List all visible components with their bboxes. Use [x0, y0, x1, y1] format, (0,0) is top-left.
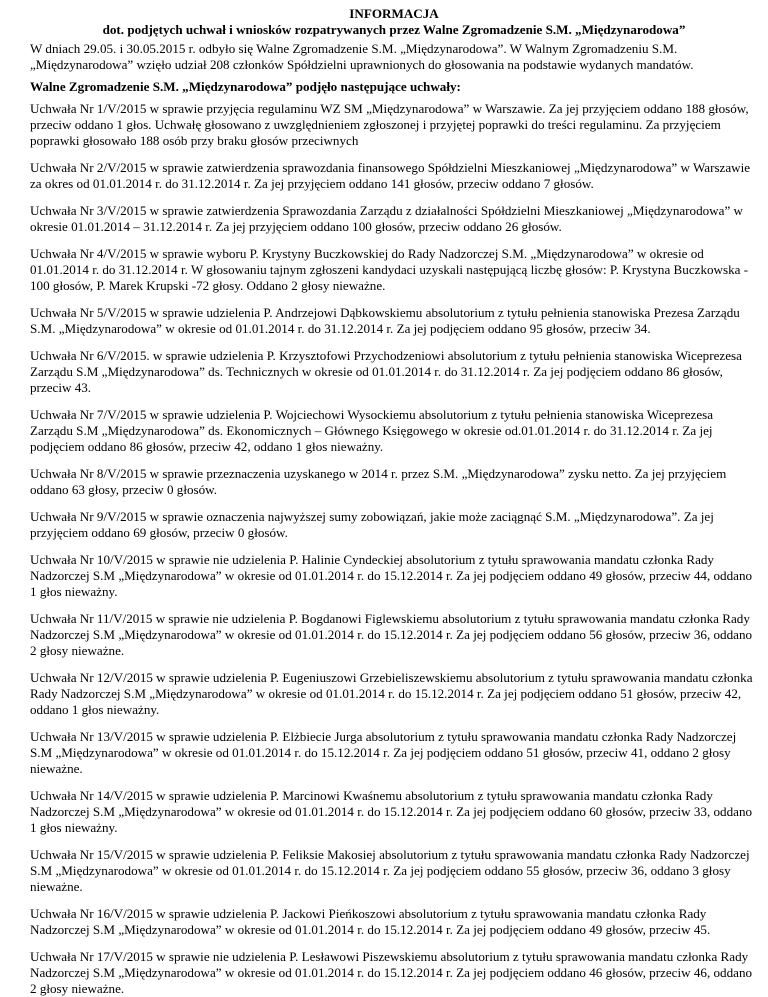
section-heading: Walne Zgromadzenie S.M. „Międzynarodowa” podjęło następujące uchwały:	[30, 79, 461, 94]
resolution-10: Uchwała Nr 10/V/2015 w sprawie nie udzielenia P. Halinie Cyndeckiej absolutorium z tytułu sprawowania mandatu członka Rady Nadzorczej S.M „Międzynarodowa” w okresie od 01.01.2014 r. do 15.12.2014 r. Za jej podjęciem oddano 49 głosów, przeciw 44, oddano 1 głos nieważny.	[30, 552, 753, 599]
resolution-3: Uchwała Nr 3/V/2015 w sprawie zatwierdzenia Sprawozdania Zarządu z działalności Spółdzielni Mieszkaniowej „Międzynarodowa” w okresie 01.01.2014 – 31.12.2014 r. Za jej przyjęciem oddano 100 głosów, przeciw oddano 26 głosów.	[30, 203, 743, 234]
resolution-9: Uchwała Nr 9/V/2015 w sprawie oznaczenia najwyższej sumy zobowiązań, jakie może zaciągnąć S.M. „Międzynarodowa”. Za jej przyjęciem oddano 69 głosów, przeciw 0 głosów.	[30, 509, 714, 540]
resolution-4: Uchwała Nr 4/V/2015 w sprawie wyboru P. Krystyny Buczkowskiej do Rady Nadzorczej S.M. „Międzynarodowa” w okresie od 01.01.2014 r. do 31.12.2014 r. W głosowaniu tajnym zgłoszeni kandydaci uzyskali następującą liczbę głosów: P. Krystyna Buczkowska - 100 głosów, P. Marek Krupski -72 głosy. Oddano 2 głosy nieważne.	[30, 246, 749, 293]
resolution-16: Uchwała Nr 16/V/2015 w sprawie udzielenia P. Jackowi Pieńkoszowi absolutorium z tytułu sprawowania mandatu członka Rady Nadzorczej S.M „Międzynarodowa” w okresie od 01.01.2014 r. do 15.12.2014 r. Za jej podjęciem oddano 49 głosów, przeciw 45.	[30, 906, 711, 937]
resolution-1: Uchwała Nr 1/V/2015 w sprawie przyjęcia regulaminu WZ SM „Międzynarodowa” w Warszawie. Za jej przyjęciem oddano 188 głosów, przeciw oddano 1 głos. Uchwałę głosowano z uwzględnieniem zgłoszonej i przyjętej poprawki do treści regulaminu. Za przyjęciem poprawki głosowało 188 osób przy braku głosów przeciwnych	[30, 101, 749, 148]
resolution-12: Uchwała Nr 12/V/2015 w sprawie udzielenia P. Eugeniuszowi Grzebieliszewskiemu absolutorium z tytułu sprawowania mandatu członka Rady Nadzorczej S.M „Międzynarodowa” w okresie od 01.01.2014 r. do 15.12.2014 r. Za jej podjęciem oddano 51 głosów, przeciw 42, oddano 1 głos nieważny.	[30, 670, 753, 717]
resolution-6: Uchwała Nr 6/V/2015. w sprawie udzielenia P. Krzysztofowi Przychodzeniowi absolutorium z tytułu pełnienia stanowiska Wiceprezesa Zarządu S.M „Międzynarodowa” ds. Technicznych w okresie od 01.01.2014 r. do 31.12.2014 r. Za jej podjęciem oddano 86 głosów, przeciw 43.	[30, 348, 742, 395]
resolutions-list	[30, 101, 758, 997]
resolution-13: Uchwała Nr 13/V/2015 w sprawie udzielenia P. Elżbiecie Jurga absolutorium z tytułu sprawowania mandatu członka Rady Nadzorczej S.M „Międzynarodowa” w okresie od 01.01.2014 r. do 15.12.2014 r. Za jej podjęciem oddano 51 głosów, przeciw 41, oddano 2 głosy nieważne.	[30, 729, 737, 776]
resolution-5: Uchwała Nr 5/V/2015 w sprawie udzielenia P. Andrzejowi Dąbkowskiemu absolutorium z tytułu pełnienia stanowiska Prezesa Zarządu S.M. „Międzynarodowa” w okresie od 01.01.2014 r. do 31.12.2014 r. Za jej podjęciem oddano 95 głosów, przeciw 34.	[30, 305, 740, 336]
resolution-14: Uchwała Nr 14/V/2015 w sprawie udzielenia P. Marcinowi Kwaśnemu absolutorium z tytułu sprawowania mandatu członka Rady Nadzorczej S.M „Międzynarodowa” w okresie od 01.01.2014 r. do 15.12.2014 r. Za jej podjęciem oddano 60 głosów, przeciw 33, oddano 1 głos nieważny.	[30, 788, 753, 835]
intro-paragraph: W dniach 29.05. i 30.05.2015 r. odbyło się Walne Zgromadzenie S.M. „Międzynarodowa”. W Walnym Zgromadzeniu S.M. „Międzynarodowa” wzięło udział 208 członków Spółdzielni uprawnionych do głosowania na podstawie wydanych mandatów.	[30, 41, 694, 72]
document-title: INFORMACJA	[349, 6, 439, 21]
resolution-7: Uchwała Nr 7/V/2015 w sprawie udzielenia P. Wojciechowi Wysockiemu absolutorium z tytułu pełnienia stanowiska Wiceprezesa Zarządu S.M „Międzynarodowa” ds. Ekonomicznych – Głównego Księgowego w okresie od.01.01.2014 r. do 31.12.2014 r. Za jej podjęciem oddano 86 głosów, przeciw 42, oddano 1 głos nieważny.	[30, 407, 714, 454]
resolution-15: Uchwała Nr 15/V/2015 w sprawie udzielenia P. Feliksie Makosiej absolutorium z tytułu sprawowania mandatu członka Rady Nadzorczej S.M „Międzynarodowa” w okresie od 01.01.2014 r. do 15.12.2014 r. Za jej podjęciem oddano 55 głosów, przeciw 36, oddano 3 głosy nieważne.	[30, 847, 750, 894]
resolution-8: Uchwała Nr 8/V/2015 w sprawie przeznaczenia uzyskanego w 2014 r. przez S.M. „Międzynarodowa” zysku netto. Za jej przyjęciem oddano 63 głosy, przeciw 0 głosów.	[30, 466, 727, 497]
resolution-2: Uchwała Nr 2/V/2015 w sprawie zatwierdzenia sprawozdania finansowego Spółdzielni Mieszkaniowej „Międzynarodowa” w Warszawie za okres od 01.01.2014 r. do 31.12.2014 r. Za jej przyjęciem oddano 141 głosów, przeciw oddano 7 głosów.	[30, 160, 751, 191]
resolution-17: Uchwała Nr 17/V/2015 w sprawie nie udzielenia P. Lesławowi Piszewskiemu absolutorium z tytułu sprawowania mandatu członka Rady Nadzorczej S.M „Międzynarodowa” w okresie od 01.01.2014 r. do 15.12.2014 r. Za jej podjęciem oddano 46 głosów, przeciw 46, oddano 2 głosy nieważne.	[30, 949, 753, 996]
document-subtitle: dot. podjętych uchwał i wniosków rozpatrywanych przez Walne Zgromadzenie S.M. „Międzynarodowa”	[102, 22, 686, 37]
resolution-11: Uchwała Nr 11/V/2015 w sprawie nie udzielenia P. Bogdanowi Figlewskiemu absolutorium z tytułu sprawowania mandatu członka Rady Nadzorczej S.M „Międzynarodowa” w okresie od 01.01.2014 r. do 15.12.2014 r. Za jej podjęciem oddano 56 głosów, przeciw 36, oddano 2 głosy nieważne.	[30, 611, 753, 658]
